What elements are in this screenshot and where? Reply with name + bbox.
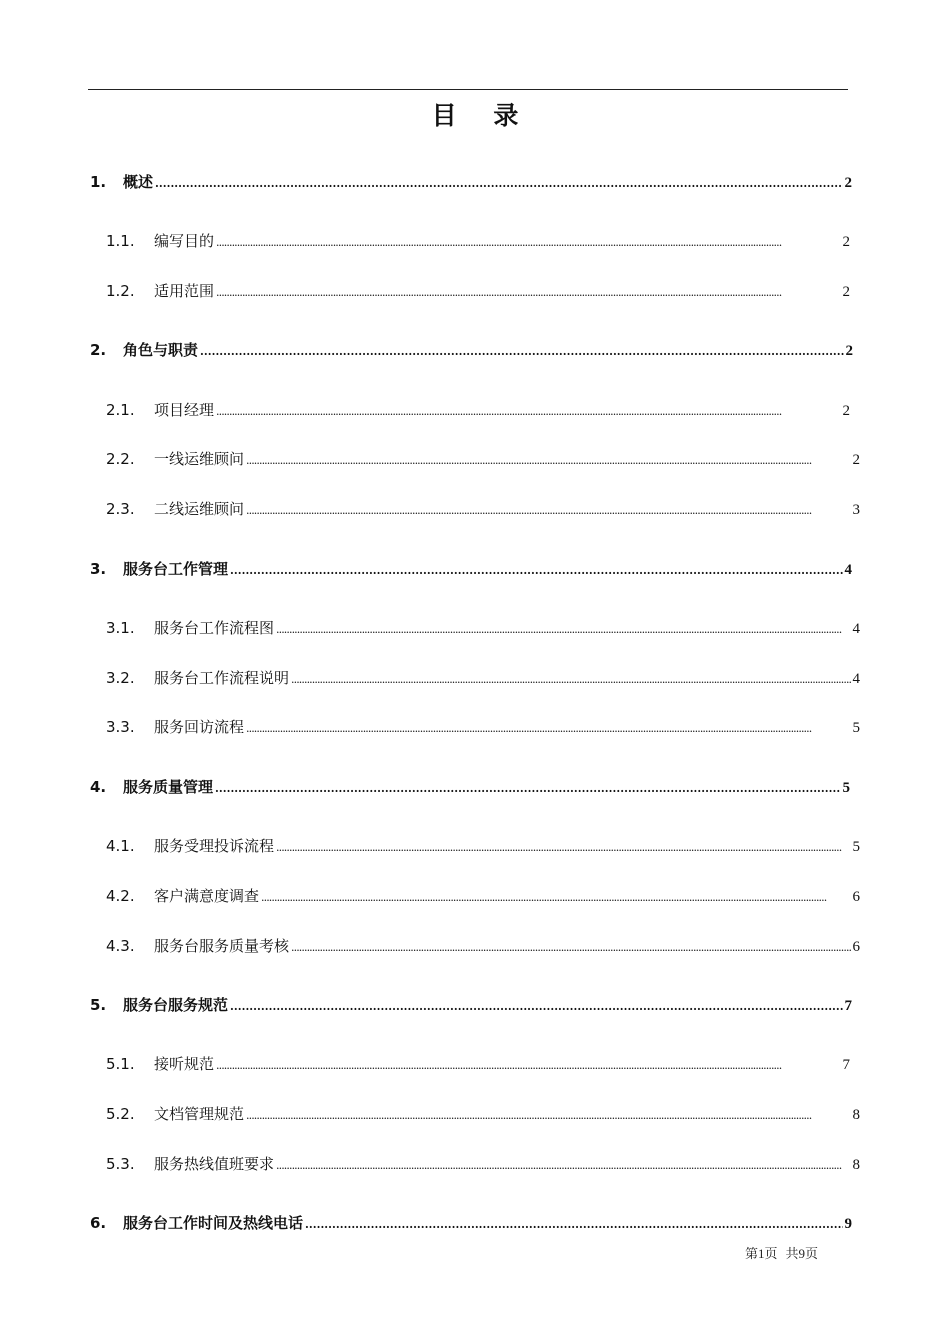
- toc-leader-dots: [246, 1103, 850, 1127]
- toc-entry-label: 概述: [123, 173, 154, 191]
- toc-entry-number: 3.1.: [106, 619, 135, 637]
- toc-entry-number: 3.2.: [106, 669, 135, 687]
- toc-leader-dots: [215, 776, 840, 800]
- toc-entry-number: 5.1.: [106, 1055, 135, 1073]
- toc-leader-dots: [155, 171, 842, 195]
- toc-leader-dots: [305, 1212, 842, 1236]
- toc-entry-label: 服务受理投诉流程: [154, 837, 275, 855]
- toc-leader-dots: [216, 399, 840, 423]
- toc-entry-label: 项目经理: [154, 401, 215, 419]
- toc-entry-number: 2.2.: [106, 450, 135, 468]
- toc-entry-2-1[interactable]: [106, 399, 850, 421]
- toc-leader-dots: [246, 448, 850, 472]
- toc-entry-label: 角色与职责: [123, 341, 199, 359]
- toc-leader-dots: [246, 498, 850, 522]
- toc-entry-label: 服务热线值班要求: [154, 1155, 275, 1173]
- toc-leader-dots: [276, 617, 850, 641]
- toc-entry-6[interactable]: [90, 1212, 852, 1234]
- toc-leader-dots: [216, 230, 840, 254]
- toc-entry-3-3[interactable]: [106, 716, 860, 738]
- toc-entry-number: 5.3.: [106, 1155, 135, 1173]
- toc-entry-label: 服务台服务规范: [123, 996, 229, 1014]
- toc-entry-number: 2.: [90, 341, 107, 359]
- toc-entry-1-2[interactable]: [106, 280, 850, 302]
- toc-entry-label: 服务台工作流程说明: [154, 669, 290, 687]
- toc-entry-label: 服务回访流程: [154, 718, 245, 736]
- toc-entry-1[interactable]: [90, 171, 852, 193]
- toc-entry-5-1[interactable]: [106, 1053, 850, 1075]
- toc-leader-dots: [291, 667, 850, 691]
- toc-entry-number: 1.: [90, 173, 107, 191]
- toc-entry-5[interactable]: [90, 994, 852, 1016]
- toc-leader-dots: [261, 885, 850, 909]
- toc-entry-page: 5: [842, 780, 850, 796]
- toc-entry-2-3[interactable]: [106, 498, 860, 520]
- toc-entry-page: 6: [852, 939, 860, 955]
- toc-entry-number: 3.3.: [106, 718, 135, 736]
- toc-entry-number: 4.3.: [106, 937, 135, 955]
- toc-entry-page: 5: [852, 839, 860, 855]
- toc-leader-dots: [230, 994, 842, 1018]
- toc-entry-number: 1.2.: [106, 282, 135, 300]
- toc-entry-4[interactable]: [90, 776, 850, 798]
- toc-entry-page: 2: [842, 234, 850, 250]
- current-page-number: 第1页: [745, 1246, 778, 1261]
- toc-entry-2[interactable]: [90, 339, 853, 361]
- toc-entry-label: 服务台服务质量考核: [154, 937, 290, 955]
- toc-entry-number: 1.1.: [106, 232, 135, 250]
- toc-entry-number: 4.1.: [106, 837, 135, 855]
- toc-entry-number: 5.2.: [106, 1105, 135, 1123]
- toc-entry-2-2[interactable]: [106, 448, 860, 470]
- toc-entry-number: 5.: [90, 996, 107, 1014]
- toc-entry-4-1[interactable]: [106, 835, 860, 857]
- toc-leader-dots: [230, 558, 842, 582]
- toc-entry-number: 2.3.: [106, 500, 135, 518]
- toc-entry-1-1[interactable]: [106, 230, 850, 252]
- toc-entry-page: 2: [842, 284, 850, 300]
- toc-entry-label: 服务台工作管理: [123, 560, 229, 578]
- toc-entry-page: 9: [844, 1216, 852, 1232]
- toc-entry-page: 2: [842, 403, 850, 419]
- toc-leader-dots: [216, 1053, 840, 1077]
- toc-entry-4-2[interactable]: [106, 885, 860, 907]
- toc-leader-dots: [276, 835, 850, 859]
- toc-entry-number: 4.: [90, 778, 107, 796]
- toc-entry-number: 3.: [90, 560, 107, 578]
- toc-entry-page: 7: [842, 1057, 850, 1073]
- toc-entry-number: 2.1.: [106, 401, 135, 419]
- toc-entry-4-3[interactable]: [106, 935, 860, 957]
- page-footer: [745, 1243, 818, 1262]
- toc-entry-label: 一线运维顾问: [154, 450, 245, 468]
- toc-entry-3-1[interactable]: [106, 617, 860, 639]
- toc-entry-page: 8: [852, 1107, 860, 1123]
- toc-entry-page: 4: [844, 562, 852, 578]
- toc-entry-label: 服务台工作时间及热线电话: [123, 1214, 304, 1232]
- toc-entry-label: 文档管理规范: [154, 1105, 245, 1123]
- toc-entry-page: 6: [852, 889, 860, 905]
- toc-leader-dots: [246, 716, 850, 740]
- toc-entry-5-3[interactable]: [106, 1153, 860, 1175]
- toc-entry-label: 服务台工作流程图: [154, 619, 275, 637]
- toc-entry-page: 2: [845, 343, 853, 359]
- toc-entry-page: 4: [852, 671, 860, 687]
- toc-entry-label: 编写目的: [154, 232, 215, 250]
- toc-entry-5-2[interactable]: [106, 1103, 860, 1125]
- toc-leader-dots: [216, 280, 840, 304]
- toc-entry-number: 6.: [90, 1214, 107, 1232]
- toc-entry-3[interactable]: [90, 558, 852, 580]
- toc-entry-page: 2: [852, 452, 860, 468]
- toc-entry-3-2[interactable]: [106, 667, 860, 689]
- toc-entry-page: 3: [852, 502, 860, 518]
- toc-entry-page: 2: [844, 175, 852, 191]
- toc-leader-dots: [200, 339, 843, 363]
- toc-leader-dots: [276, 1153, 850, 1177]
- toc-leader-dots: [291, 935, 850, 959]
- toc-entry-label: 适用范围: [154, 282, 215, 300]
- total-page-count: 共9页: [785, 1246, 819, 1261]
- toc-title: 目 录: [431, 101, 533, 130]
- toc-entry-page: 5: [852, 720, 860, 736]
- toc-entry-page: 7: [844, 998, 852, 1014]
- toc-entry-label: 二线运维顾问: [154, 500, 245, 518]
- toc-entry-label: 服务质量管理: [123, 778, 214, 796]
- toc-entry-number: 4.2.: [106, 887, 135, 905]
- toc-entry-page: 4: [852, 621, 860, 637]
- toc-entry-label: 客户满意度调查: [154, 887, 260, 905]
- toc-entry-page: 8: [852, 1157, 860, 1173]
- toc-entry-label: 接听规范: [154, 1055, 215, 1073]
